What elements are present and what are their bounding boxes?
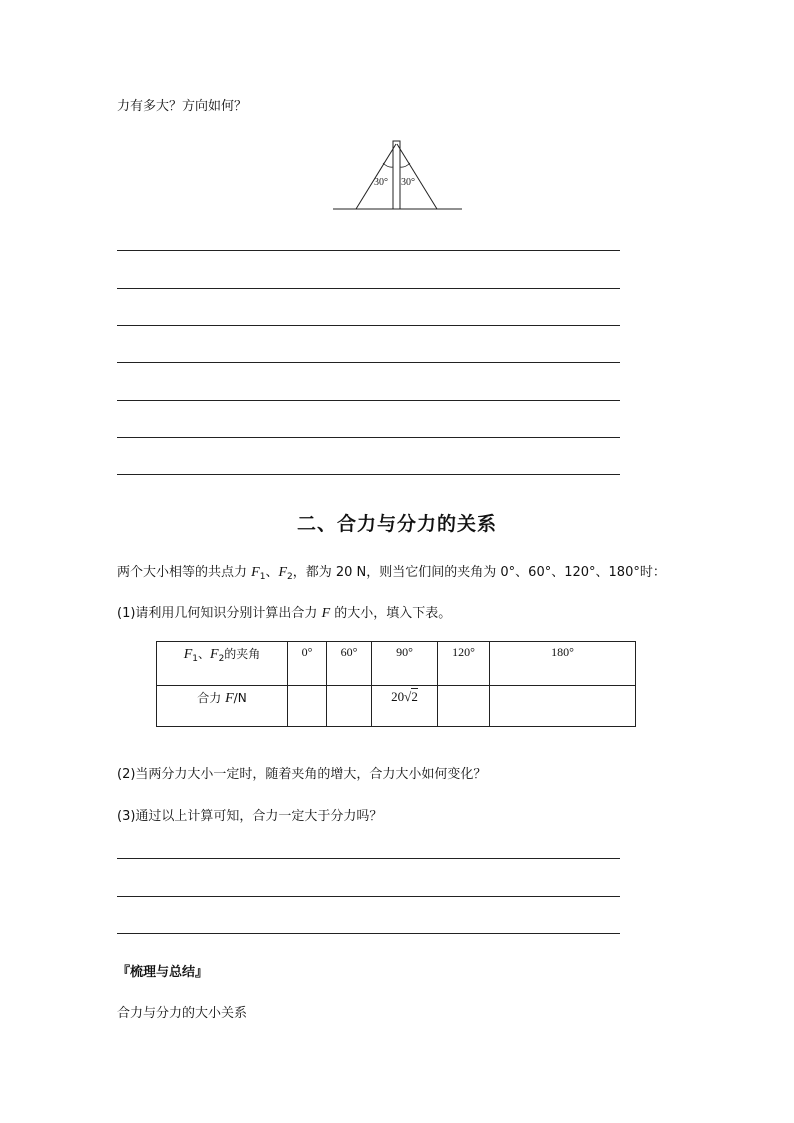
pole-rope-figure bbox=[330, 138, 465, 214]
answer-line[interactable] bbox=[117, 933, 620, 934]
table-row bbox=[157, 686, 636, 727]
answer-line[interactable] bbox=[117, 474, 620, 475]
table-row bbox=[157, 642, 636, 686]
question-2: (2)当两分力大小一定时，随着夹角的增大，合力大小如何变化？ bbox=[117, 767, 487, 782]
answer-line[interactable] bbox=[117, 325, 620, 326]
table-header-cell: 120° bbox=[438, 642, 490, 686]
answer-line[interactable] bbox=[117, 250, 620, 251]
answer-cell-60[interactable] bbox=[327, 686, 372, 727]
value-cell-90: 20√2 bbox=[372, 686, 438, 727]
angle-table bbox=[156, 641, 636, 727]
table-header-cell: 180° bbox=[490, 642, 636, 686]
table-header-cell: 90° bbox=[372, 642, 438, 686]
answer-cell-0[interactable] bbox=[288, 686, 327, 727]
table-header-cell: $F_1$、$F_2$的夹角 bbox=[157, 642, 288, 686]
pole bbox=[393, 141, 400, 209]
problem-stem: 两个大小相等的共点力 $F_1$、$F_2$，都为 20 N，则当它们间的夹角为 0°、60°、120°、180°时： bbox=[117, 565, 666, 582]
section-heading-wrap bbox=[0, 509, 794, 536]
question-text: 力有多大？方向如何？ bbox=[117, 99, 248, 114]
answer-line[interactable] bbox=[117, 896, 620, 897]
summary-heading: 『梳理与总结』 bbox=[117, 965, 209, 980]
table-header-cell: 60° bbox=[327, 642, 372, 686]
answer-line[interactable] bbox=[117, 400, 620, 401]
table-header-cell: 0° bbox=[288, 642, 327, 686]
right-angle-label: 30° bbox=[401, 177, 415, 188]
left-angle-label: 30° bbox=[374, 177, 388, 188]
section-title: 二、合力与分力的关系 bbox=[296, 513, 497, 535]
question-1: (1)请利用几何知识分别计算出合力 F 的大小，填入下表。 bbox=[117, 606, 452, 621]
table-row-label: 合力 F/N bbox=[157, 686, 288, 727]
answer-line[interactable] bbox=[117, 288, 620, 289]
answer-cell-120[interactable] bbox=[438, 686, 490, 727]
answer-line[interactable] bbox=[117, 858, 620, 859]
answer-line[interactable] bbox=[117, 362, 620, 363]
answer-line[interactable] bbox=[117, 437, 620, 438]
question-3: (3)通过以上计算可知，合力一定大于分力吗？ bbox=[117, 809, 383, 824]
answer-cell-180[interactable] bbox=[490, 686, 636, 727]
summary-line: 合力与分力的大小关系 bbox=[117, 1006, 248, 1021]
